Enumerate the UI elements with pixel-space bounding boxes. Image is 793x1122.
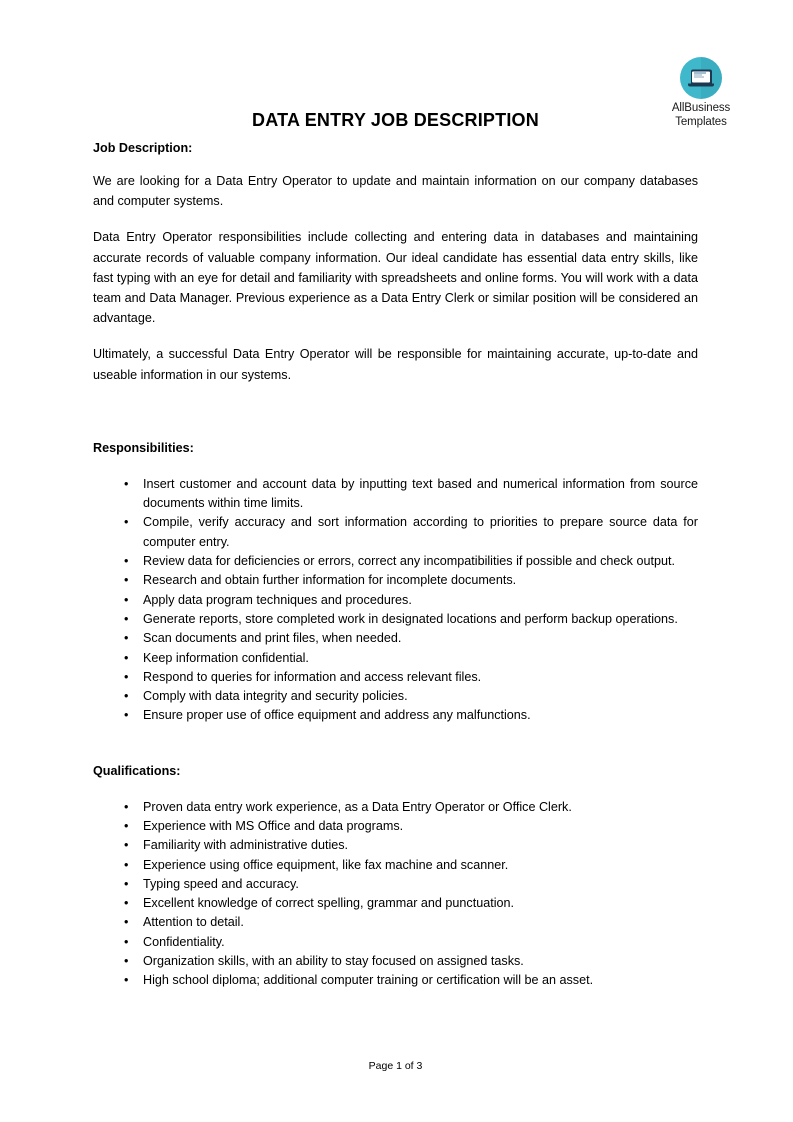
screen-line — [694, 74, 702, 75]
list-item: • High school diploma; additional computer training or certification will be an asset. — [93, 971, 698, 990]
screen-line — [694, 72, 707, 73]
page-footer: Page 1 of 3 — [368, 1060, 423, 1072]
responsibilities-heading: Responsibilities: — [93, 440, 194, 455]
list-item: • Familiarity with administrative duties. — [93, 836, 698, 855]
list-item: • Confidentiality. — [93, 933, 698, 952]
laptop-screen-content — [692, 71, 710, 82]
job-description-paragraph-3: Ultimately, a successful Data Entry Operator will be responsible for maintaining accurate, up-to-date and useable information in our systems. — [93, 347, 698, 382]
job-description-paragraph-1: We are looking for a Data Entry Operator to update and maintain information on our company databases and computer systems. — [93, 174, 698, 209]
qualifications-heading: Qualifications: — [93, 763, 181, 778]
list-item: • Research and obtain further information for incomplete documents. — [93, 571, 698, 590]
document-body — [93, 141, 698, 991]
list-item: • Respond to queries for information and access relevant files. — [93, 668, 698, 687]
list-item: • Compile, verify accuracy and sort information according to priorities to prepare source data for computer entry. — [93, 513, 698, 552]
laptop-screen — [691, 70, 712, 84]
job-description-heading: Job Description: — [93, 141, 193, 155]
list-item: • Typing speed and accuracy. — [93, 875, 698, 894]
laptop-icon — [688, 70, 714, 87]
list-item: • Excellent knowledge of correct spelling, grammar and punctuation. — [93, 894, 698, 913]
page-title: DATA ENTRY JOB DESCRIPTION — [252, 110, 539, 130]
responsibilities-list — [93, 475, 698, 726]
list-item: • Scan documents and print files, when needed. — [93, 629, 698, 648]
list-item: • Generate reports, store completed work in designated locations and perform backup operations. — [93, 610, 698, 629]
logo-text-line1: AllBusiness — [671, 102, 731, 114]
logo-circle — [680, 57, 722, 99]
list-item: • Insert customer and account data by inputting text based and numerical information from source documents within time limits. — [93, 475, 698, 514]
list-item: • Keep information confidential. — [93, 649, 698, 668]
list-item: • Experience using office equipment, like fax machine and scanner. — [93, 856, 698, 875]
job-description-paragraph-2: Data Entry Operator responsibilities include collecting and entering data in databases and maintaining accurate records of valuable company information. Our ideal candidate has essential data entry skills, like fast typing with an eye for detail and familiarity with spreadsheets and online forms. You will work with a data team and Data Manager. Previous experience as a Data Entry Clerk or similar position will be considered an advantage. — [93, 230, 698, 326]
list-item: • Organization skills, with an ability to stay focused on assigned tasks. — [93, 952, 698, 971]
screen-line — [694, 76, 705, 77]
list-item: • Comply with data integrity and security policies. — [93, 687, 698, 706]
list-item: • Apply data program techniques and procedures. — [93, 591, 698, 610]
qualifications-list — [93, 798, 698, 991]
list-item: • Review data for deficiencies or errors, correct any incompatibilities if possible and check output. — [93, 552, 698, 571]
list-item: • Ensure proper use of office equipment and address any malfunctions. — [93, 706, 698, 725]
list-item: • Proven data entry work experience, as a Data Entry Operator or Office Clerk. — [93, 798, 698, 817]
list-item: • Attention to detail. — [93, 913, 698, 932]
laptop-base — [688, 84, 714, 87]
list-item: • Experience with MS Office and data programs. — [93, 817, 698, 836]
logo-text-line2: Templates — [675, 115, 727, 128]
